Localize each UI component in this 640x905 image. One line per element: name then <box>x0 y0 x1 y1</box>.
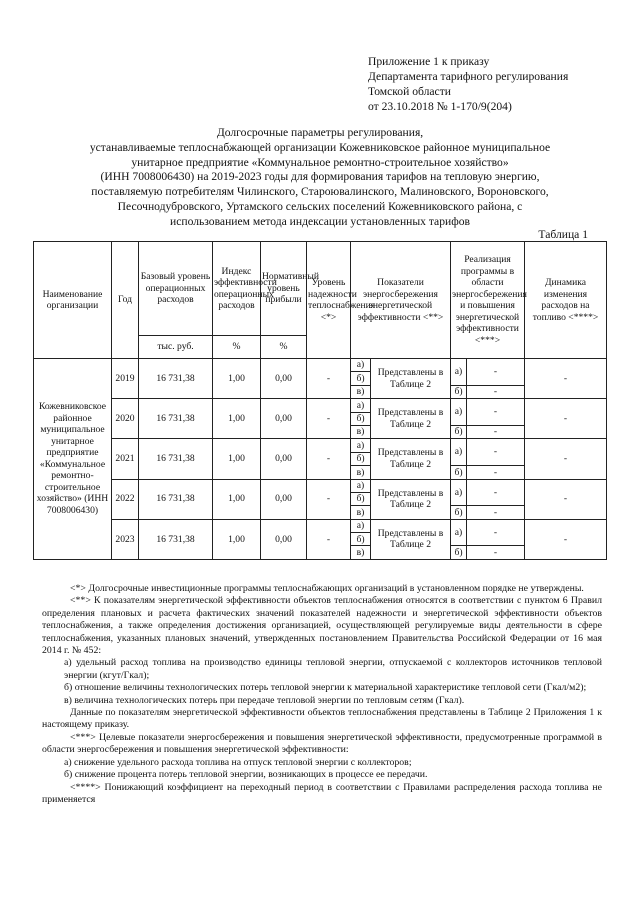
cell-base: 16 731,38 <box>139 519 213 559</box>
cell-eff-label: б) <box>351 533 371 546</box>
cell-prog-label: б) <box>451 385 467 398</box>
cell-prog-value: - <box>467 466 525 479</box>
cell-profit: 0,00 <box>261 399 307 439</box>
cell-dynamics: - <box>525 439 607 479</box>
cell-eff-label: а) <box>351 439 371 452</box>
cell-profit: 0,00 <box>261 359 307 399</box>
cell-eff-label: а) <box>351 519 371 532</box>
cell-prog-value: - <box>467 439 525 466</box>
cell-eff-label: б) <box>351 452 371 465</box>
cell-year: 2019 <box>112 359 139 399</box>
cell-eff-label: в) <box>351 506 371 519</box>
footnote: в) величина технологических потерь при передаче тепловой энергии по тепловым сетям (Гкал). <box>64 694 465 706</box>
cell-reliability: - <box>307 399 351 439</box>
cell-year: 2021 <box>112 439 139 479</box>
cell-eff-label: б) <box>351 372 371 385</box>
cell-energy-eff: Представлены в Таблице 2 <box>371 399 451 439</box>
cell-reliability: - <box>307 479 351 519</box>
cell-reliability: - <box>307 439 351 479</box>
footnote: б) отношение величины технологических потерь тепловой энергии к материальной характеристике тепловой сети (Гкал/м2); <box>64 682 587 694</box>
header-base: Базовый уровень операционных расходов <box>139 242 213 336</box>
cell-eff-label: в) <box>351 425 371 438</box>
cell-profit: 0,00 <box>261 519 307 559</box>
cell-prog-value: - <box>467 359 525 386</box>
table-row <box>34 359 607 372</box>
header-index: Индекс эффективности операционных расходов <box>213 242 261 336</box>
cell-energy-eff: Представлены в Таблице 2 <box>371 439 451 479</box>
header-year: Год <box>112 242 139 359</box>
cell-prog-value: - <box>467 506 525 519</box>
title-line: унитарное предприятие «Коммунальное ремонтно-строительное хозяйство» <box>131 155 509 169</box>
title-line: использованием метода индексации установленных тарифов <box>170 214 470 228</box>
cell-year: 2022 <box>112 479 139 519</box>
cell-index: 1,00 <box>213 359 261 399</box>
cell-profit: 0,00 <box>261 479 307 519</box>
cell-eff-label: в) <box>351 385 371 398</box>
footnote: Данные по показателям энергетической эффективности объектов теплоснабжения представлены в Таблице 2 Приложения 1 к настоящему приказу. <box>42 707 602 731</box>
cell-index: 1,00 <box>213 439 261 479</box>
cell-eff-label: а) <box>351 399 371 412</box>
cell-prog-value: - <box>467 546 525 559</box>
title-line: (ИНН 7008006430) на 2019-2023 годы для формирования тарифов на тепловую энергию, <box>100 170 540 184</box>
title-line: устанавливаемые теплоснабжающей организации Кожевниковское районное муниципальное <box>89 140 551 154</box>
footnote: <*> Долгосрочные инвестиционные программы теплоснабжающих организаций в установленном порядке не утверждены. <box>70 583 584 594</box>
footnotes <box>42 583 602 806</box>
table-row <box>34 519 607 532</box>
cell-base: 16 731,38 <box>139 479 213 519</box>
footnote: а) удельный расход топлива на производство единицы тепловой энергии, отпускаемой с коллекторов источников тепловой энергии (кгут/Гкал); <box>64 657 602 681</box>
cell-eff-label: б) <box>351 492 371 505</box>
header-profit: Нормативный уровень прибыли <box>261 242 307 336</box>
table-caption: Таблица 1 <box>538 228 588 241</box>
footnote: <***> Целевые показатели энергосбережения и повышения энергетической эффективности, предусмотренные программой в области энергосбережения и повышения энергетической эффективности: <box>42 731 602 756</box>
unit-profit: % <box>261 336 307 359</box>
footnote: б) снижение процента потерь тепловой энергии, возникающих в процессе ее передачи. <box>64 769 428 781</box>
footnote: <**> К показателям энергетической эффективности объектов теплоснабжения относятся в соответствии с пунктом 6 Правил определения плановых и расчета фактических значений показателей надежности и энергетической эффективности объектов теплоснабжения, а также определения достижения организацией, осуществляющей регулируемые виды деятельности в сфере теплоснабжения, указанных плановых значений, утвержденных постановлением Правительства Российской Федерации от 16 мая 2014 г. № 452: <box>42 595 602 657</box>
cell-reliability: - <box>307 519 351 559</box>
cell-prog-label: а) <box>451 519 467 546</box>
table-row <box>34 439 607 452</box>
cell-prog-label: б) <box>451 546 467 559</box>
cell-prog-label: б) <box>451 425 467 438</box>
cell-year: 2020 <box>112 399 139 439</box>
cell-eff-label: б) <box>351 412 371 425</box>
header-reliability: Уровень надежности теплоснабжения <*> <box>307 242 351 359</box>
document-title <box>0 126 640 230</box>
cell-prog-value: - <box>467 479 525 506</box>
appendix-line: Приложение 1 к приказу <box>368 55 490 68</box>
cell-org-name: Кожевниковское районное муниципальное унитарное предприятие «Коммунальное ремонтно-строительное хозяйство» (ИНН 7008006430) <box>34 359 112 560</box>
cell-dynamics: - <box>525 399 607 439</box>
header-energy-eff: Показатели энергосбережения энергетической эффективности <**> <box>351 242 451 359</box>
cell-index: 1,00 <box>213 519 261 559</box>
cell-prog-value: - <box>467 425 525 438</box>
title-line: поставляемую потребителям Чилинского, Староювалинского, Малиновского, Вороновского, <box>91 185 549 199</box>
cell-profit: 0,00 <box>261 439 307 479</box>
cell-index: 1,00 <box>213 479 261 519</box>
cell-index: 1,00 <box>213 399 261 439</box>
table-row <box>34 399 607 412</box>
title-line: Долгосрочные параметры регулирования, <box>216 126 424 139</box>
cell-prog-label: а) <box>451 439 467 466</box>
unit-base: тыс. руб. <box>139 336 213 359</box>
cell-prog-label: б) <box>451 466 467 479</box>
title-line: Песочнодубровского, Уртамского сельских поселений Кожевниковского района, с <box>117 199 523 213</box>
header-program: Реализация программы в области энергосбережения и повышения энергетической эффективности <***> <box>451 242 525 359</box>
cell-base: 16 731,38 <box>139 399 213 439</box>
cell-base: 16 731,38 <box>139 359 213 399</box>
unit-index: % <box>213 336 261 359</box>
parameters-table <box>33 241 607 560</box>
cell-reliability: - <box>307 359 351 399</box>
cell-eff-label: а) <box>351 479 371 492</box>
cell-energy-eff: Представлены в Таблице 2 <box>371 359 451 399</box>
cell-prog-value: - <box>467 519 525 546</box>
cell-prog-value: - <box>467 385 525 398</box>
cell-eff-label: а) <box>351 359 371 372</box>
appendix-line: от 23.10.2018 № 1-170/9(204) <box>368 100 512 113</box>
cell-dynamics: - <box>525 359 607 399</box>
table-row <box>34 479 607 492</box>
cell-energy-eff: Представлены в Таблице 2 <box>371 519 451 559</box>
cell-base: 16 731,38 <box>139 439 213 479</box>
cell-prog-label: а) <box>451 479 467 506</box>
footnote: <****> Понижающий коэффициент на переходный период в соответствии с Правилами распределения расхода топлива не применяется <box>42 781 602 805</box>
appendix-line: Томской области <box>368 85 451 98</box>
appendix-line: Департамента тарифного регулирования <box>368 70 569 83</box>
cell-prog-label: а) <box>451 359 467 386</box>
cell-prog-label: б) <box>451 506 467 519</box>
header-org: Наименование организации <box>34 242 112 359</box>
cell-energy-eff: Представлены в Таблице 2 <box>371 479 451 519</box>
appendix-header <box>368 54 568 114</box>
footnote: а) снижение удельного расхода топлива на отпуск тепловой энергии с коллекторов; <box>64 756 412 768</box>
cell-dynamics: - <box>525 479 607 519</box>
cell-eff-label: в) <box>351 546 371 559</box>
cell-prog-label: а) <box>451 399 467 426</box>
cell-eff-label: в) <box>351 466 371 479</box>
cell-year: 2023 <box>112 519 139 559</box>
header-dynamics: Динамика изменения расходов на топливо <****> <box>525 242 607 359</box>
cell-prog-value: - <box>467 399 525 426</box>
cell-dynamics: - <box>525 519 607 559</box>
